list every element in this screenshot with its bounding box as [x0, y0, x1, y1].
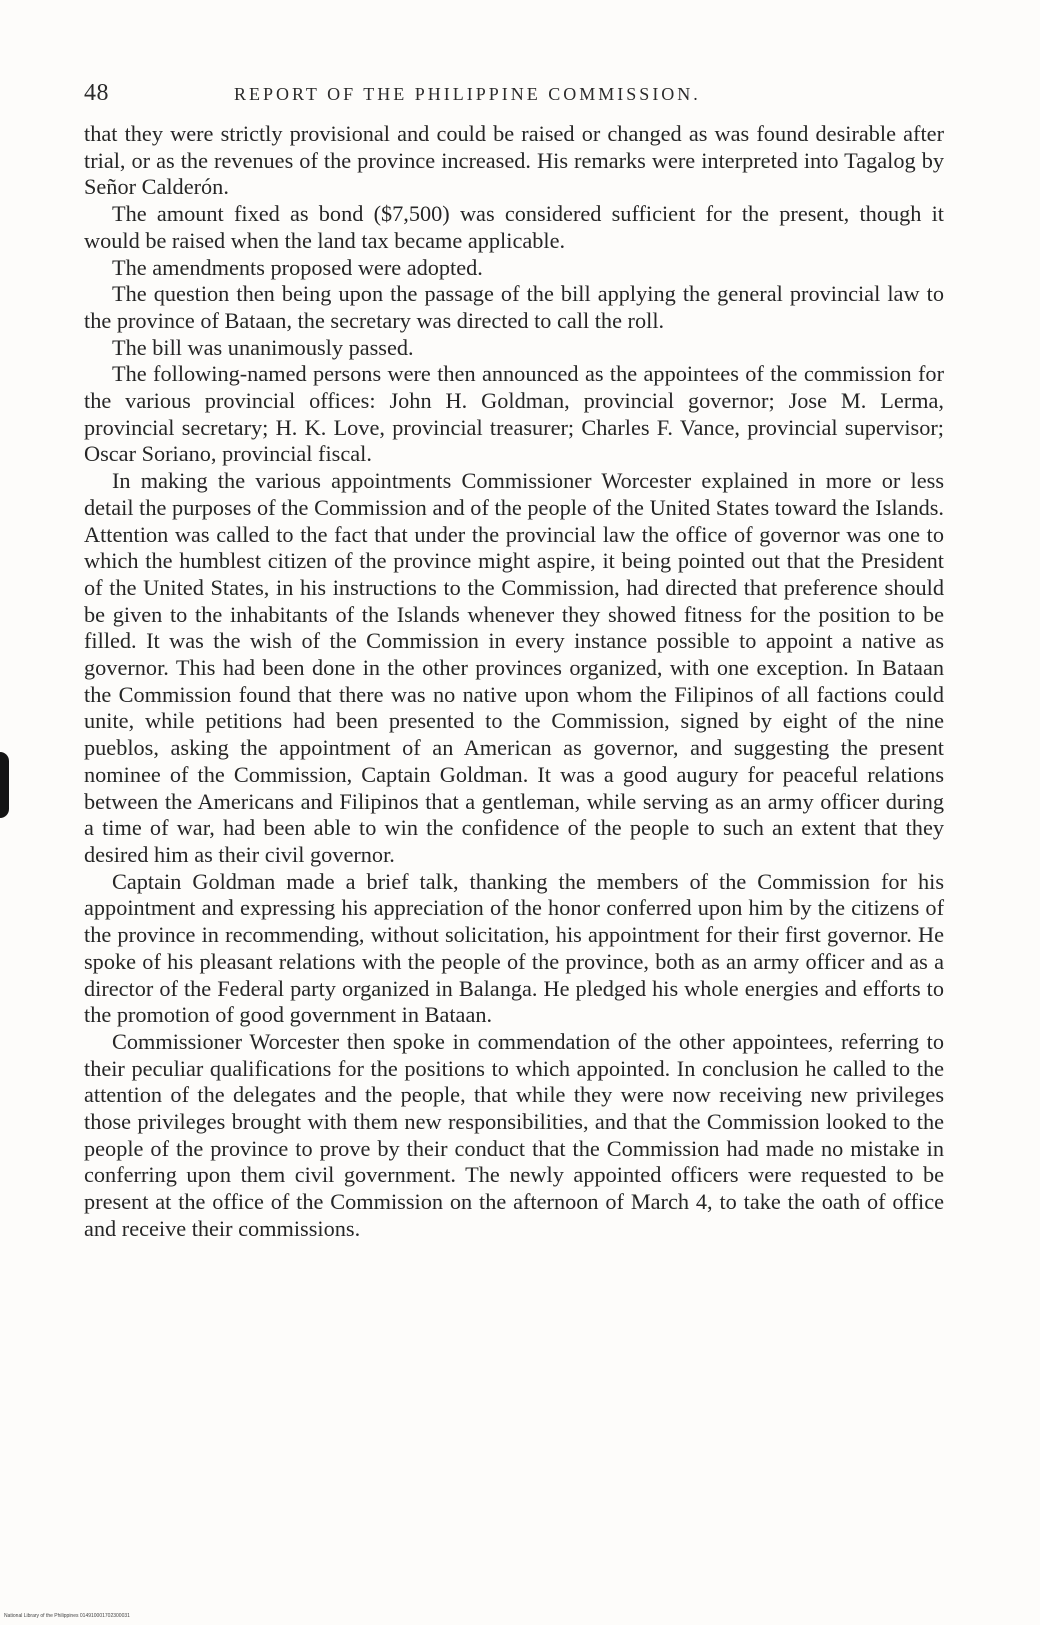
paragraph-roll-call: The question then being upon the passage of the bill applying the general provincial law to the province of Bataan, the secretary was directed to call the roll.	[84, 281, 944, 333]
page-header	[84, 80, 944, 107]
binding-shadow-mark	[0, 752, 9, 818]
paragraph-goldman-talk: Captain Goldman made a brief talk, thanking the members of the Commission for his appointment and expressing his appreciation of the honor conferred upon him by the citizens of the province in recommending, without solicitation, his appointment for their first governor. He spoke of his pleasant relations with the people of the province, both as an army officer and as a director of the Federal party organized in Balanga. He pledged his whole energies and efforts to the promotion of good government in Bataan.	[84, 868, 944, 1028]
paragraph-worcester-explanation: In making the various appointments Commissioner Worcester explained in more or less detail the purposes of the Commission and of the people of the United States toward the Islands. Attention was called to the fact that under the provincial law the office of governor was one to which the humblest citizen of the province might aspire, it being pointed out that the President of the United States, in his instructions to the Commission, had directed that preference should be given to the inhabitants of the Islands whenever they showed fitness for the position to be filled. It was the wish of the Commission in every instance possible to appoint a native as governor. This had been done in the other provinces organized, with one exception. In Bataan the Commission found that there was no native upon whom the Filipinos of all factions could unite, while petitions had been presented to the Commission, signed by eight of the nine pueblos, asking the appointment of an American as governor, and suggesting the present nominee of the Commission, Captain Goldman. It was a good augury for peaceful relations between the Americans and Filipinos that a gentleman, while serving as an army officer during a time of war, had been able to win the confidence of the people to such an extent that they desired him as their civil governor.	[84, 468, 944, 867]
page-content	[84, 80, 944, 1243]
body-text	[84, 121, 944, 1243]
paragraph-bond-amount: The amount fixed as bond ($7,500) was considered sufficient for the present, though it would be raised when the land tax became applicable.	[84, 201, 944, 253]
paragraph-commendation: Commissioner Worcester then spoke in commendation of the other appointees, referring to their peculiar qualifications for the positions to which appointed. In conclusion he called to the attention of the delegates and the people, that while they were now receiving new privileges those privileges brought with them new responsibilities, and that the Commission looked to the people of the province to prove by their conduct that the Commission had made no mistake in conferring upon them civil government. The newly appointed officers were requested to be present at the office of the Commission on the afternoon of March 4, to take the oath of office and receive their commissions.	[84, 1028, 944, 1241]
paragraph-amendments: The amendments proposed were adopted.	[112, 254, 483, 280]
running-head: REPORT OF THE PHILIPPINE COMMISSION.	[234, 84, 701, 104]
page-number: 48	[84, 80, 109, 106]
scan-credit: National Library of the Philippines 014910001702300031	[4, 1613, 130, 1619]
paragraph-continuation: that they were strictly provisional and could be raised or changed as was found desirable after trial, or as the revenues of the province increased. His remarks were interpreted into Tagalog by Señor Calderón.	[84, 121, 944, 200]
paragraph-appointees: The following-named persons were then announced as the appointees of the commission for the various provincial offices: John H. Goldman, provincial governor; Jose M. Lerma, provincial secretary; H. K. Love, provincial treasurer; Charles F. Vance, provincial supervisor; Oscar Soriano, provincial fiscal.	[84, 361, 944, 467]
paragraph-bill-passed: The bill was unanimously passed.	[112, 334, 414, 360]
